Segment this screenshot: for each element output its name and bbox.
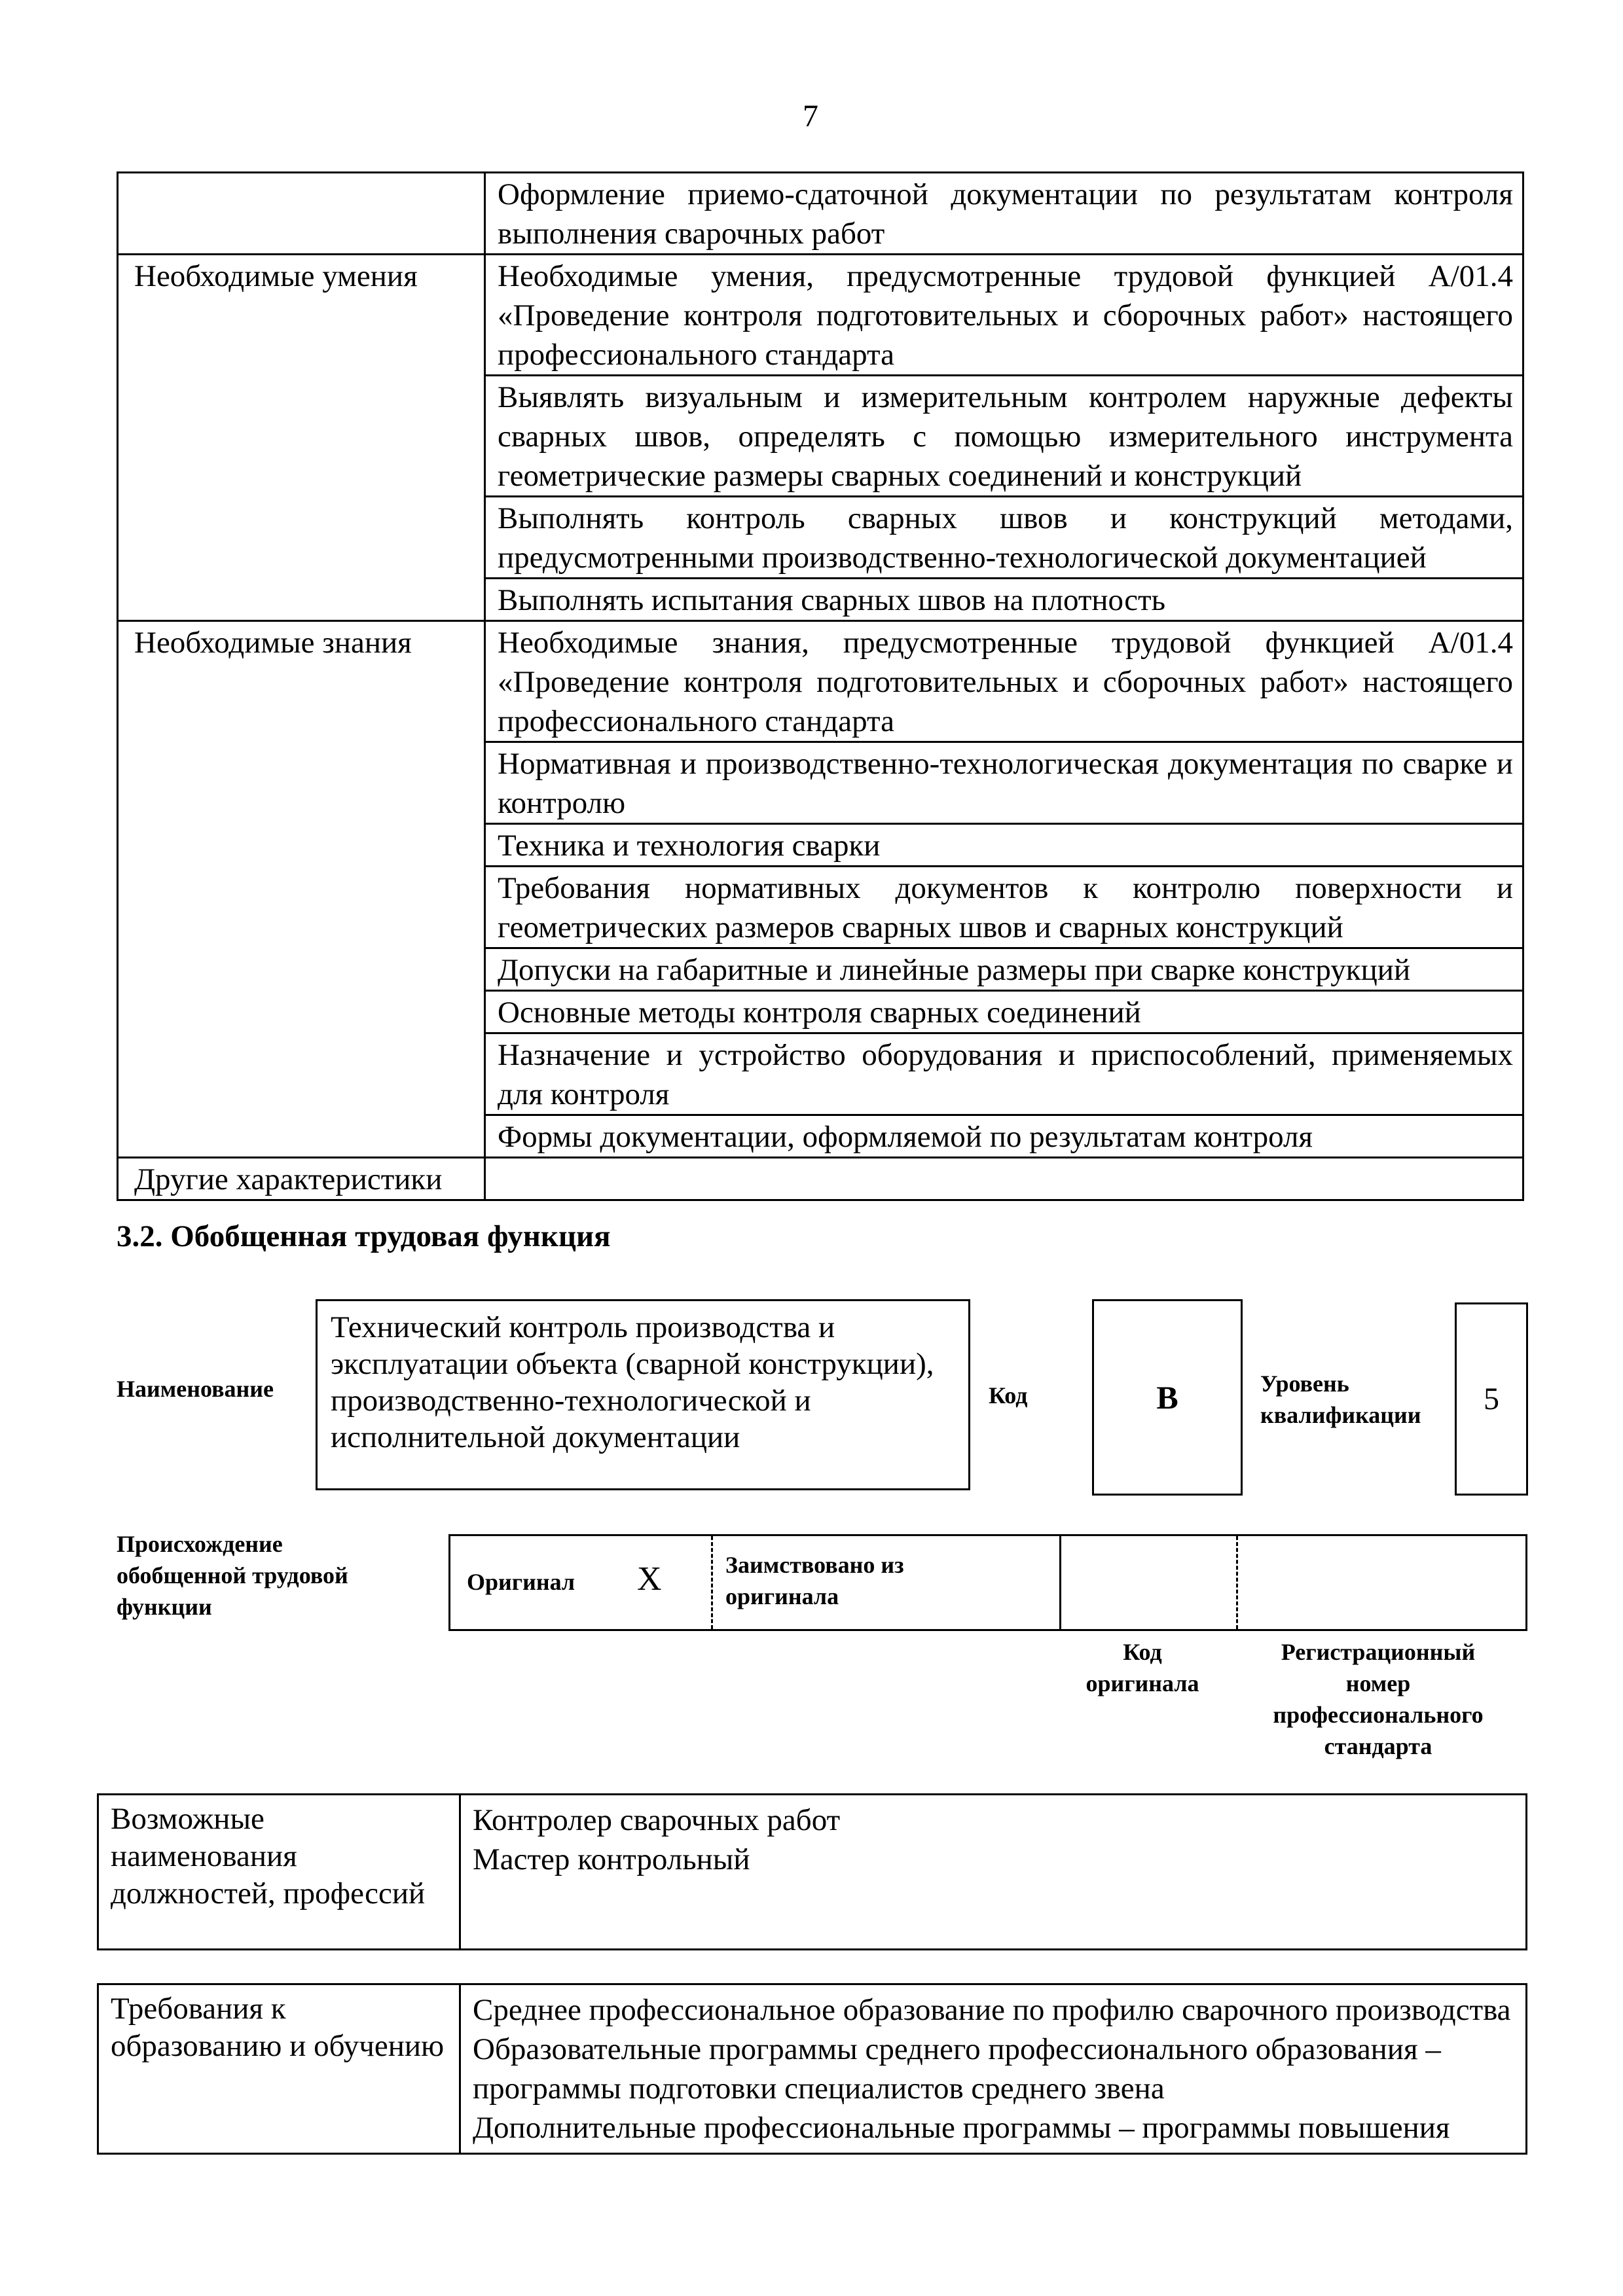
education-label: Требования к образованию и обучению — [98, 1984, 460, 2154]
list-item: Контролер сварочных работ — [473, 1803, 841, 1837]
table-row — [118, 621, 1523, 742]
reg-number-cell — [1236, 1536, 1238, 1629]
list-item: Образовательные программы среднего профессионального образования – программы подготовки специалистов среднего звена — [473, 2032, 1441, 2106]
table-cell: Необходимые умения, предусмотренные трудовой функцией А/01.4 «Проведение контроля подготовительных и сборочных работ» настоящего профессионального стандарта — [485, 255, 1523, 376]
list-item: Среднее профессиональное образование по профилю сварочного производства — [473, 1993, 1511, 2027]
level-value: 5 — [1484, 1382, 1499, 1416]
skills-knowledge-table — [117, 171, 1524, 1201]
table-row — [118, 1158, 1523, 1200]
list-item: Мастер контрольный — [473, 1842, 750, 1876]
name-label: Наименование — [117, 1376, 274, 1402]
origin-label: Происхождение обобщенной трудовой функции — [117, 1531, 348, 1620]
table-cell: Допуски на габаритные и линейные размеры при сварке конструкций — [485, 948, 1523, 991]
table-cell: Оформление приемо-сдаточной документации по результатам контроля выполнения сварочных работ — [485, 173, 1523, 255]
level-value-box — [1455, 1302, 1528, 1496]
table-row — [118, 255, 1523, 376]
name-value-box — [316, 1299, 970, 1490]
original-label: Оригинал — [467, 1569, 575, 1595]
code-original-caption: Код оригинала — [1085, 1639, 1199, 1696]
positions-label: Возможные наименования должностей, профессий — [98, 1795, 460, 1950]
borrowed-label: Заимствовано из оригинала — [725, 1552, 904, 1609]
table-cell: Требования нормативных документов к контролю поверхности и геометрических размеров сварных швов и сварных конструкций — [485, 867, 1523, 948]
original-mark: X — [637, 1560, 662, 1598]
section-title: 3.2. Обобщенная трудовая функция — [117, 1219, 611, 1253]
table-cell: Техника и технология сварки — [485, 824, 1523, 867]
table-cell: Выполнять контроль сварных швов и конструкций методами, предусмотренными производственно-технологической документацией — [485, 497, 1523, 579]
education-values — [460, 1984, 1527, 2154]
row-label-other: Другие характеристики — [118, 1158, 485, 1200]
positions-values — [460, 1795, 1527, 1950]
table-cell: Формы документации, оформляемой по результатам контроля — [485, 1115, 1523, 1158]
code-value: B — [1156, 1379, 1178, 1416]
level-label: Уровень квалификации — [1260, 1371, 1421, 1428]
code-label: Код — [989, 1382, 1028, 1408]
row-label-knowledge: Необходимые знания — [118, 621, 485, 1158]
page-number: 7 — [803, 99, 818, 134]
table-cell: Нормативная и производственно-технологическая документация по сварке и контролю — [485, 742, 1523, 824]
table-cell: Назначение и устройство оборудования и приспособлений, применяемых для контроля — [485, 1033, 1523, 1115]
positions-table — [97, 1793, 1527, 1950]
list-item: Дополнительные профессиональные программы – программы повышения — [473, 2111, 1450, 2145]
row-label — [118, 173, 485, 255]
reg-number-caption: Регистрационный номер профессионального стандарта — [1273, 1639, 1484, 1759]
table-cell: Выполнять испытания сварных швов на плотность — [485, 579, 1523, 621]
table-cell — [485, 1158, 1523, 1200]
table-row — [98, 1795, 1527, 1950]
name-value: Технический контроль производства и эксплуатации объекта (сварной конструкции), производственно-технологической и исполнительной документации — [331, 1310, 934, 1454]
origin-table — [448, 1534, 1527, 1631]
row-label-skills: Необходимые умения — [118, 255, 485, 621]
education-table — [97, 1983, 1527, 2155]
table-row — [98, 1984, 1527, 2154]
table-row — [118, 173, 1523, 255]
borrowed-cell — [711, 1536, 713, 1629]
table-cell: Выявлять визуальным и измерительным контролем наружные дефекты сварных швов, определять с помощью измерительного инструмента геометрические размеры сварных соединений и конструкций — [485, 376, 1523, 497]
table-cell: Необходимые знания, предусмотренные трудовой функцией А/01.4 «Проведение контроля подготовительных и сборочных работ» настоящего профессионального стандарта — [485, 621, 1523, 742]
table-cell: Основные методы контроля сварных соединений — [485, 991, 1523, 1033]
code-value-box — [1092, 1299, 1243, 1496]
code-original-cell — [1059, 1536, 1061, 1629]
